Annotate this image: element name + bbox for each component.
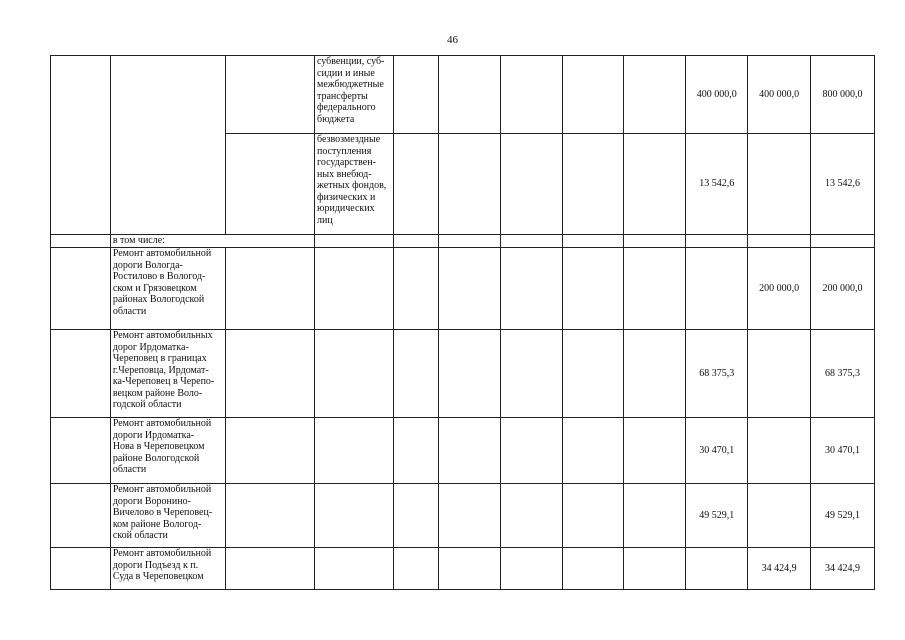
- cell-empty: [315, 248, 394, 330]
- cell-empty: [562, 548, 624, 590]
- value-1-cell: 30 470,1: [686, 418, 748, 484]
- cell-empty: [394, 330, 438, 418]
- cell-empty: [394, 235, 438, 248]
- cell-empty: [624, 248, 686, 330]
- cell-empty: [562, 330, 624, 418]
- cell-empty: [438, 56, 500, 134]
- cell-empty: [500, 56, 562, 134]
- cell-empty: [438, 484, 500, 548]
- cell-empty: [438, 235, 500, 248]
- cell-empty: [624, 330, 686, 418]
- value-2-cell: 34 424,9: [748, 548, 811, 590]
- cell-empty: [500, 330, 562, 418]
- table-row-including: [51, 235, 875, 248]
- cell-empty: [562, 418, 624, 484]
- cell-empty: [500, 248, 562, 330]
- cell-empty: [394, 418, 438, 484]
- item-name: Ремонт автомобильной дороги Вологда- Ростилово в Вологод- ском и Грязовецком районах Вологодской области: [110, 248, 226, 330]
- cell-empty: [438, 248, 500, 330]
- value-2-cell: 200 000,0: [748, 248, 811, 330]
- funding-source: субвенции, суб- сидии и иные межбюджетные трансферты федерального бюджета: [315, 56, 394, 134]
- total-cell: 49 529,1: [811, 484, 875, 548]
- value-1-cell: 49 529,1: [686, 484, 748, 548]
- value-1-cell: [686, 548, 748, 590]
- cell-empty: [438, 134, 500, 235]
- item-name: Ремонт автомобильной дороги Воронино- Вичелово в Череповец- ком районе Вологод- ской области: [110, 484, 226, 548]
- cell-empty: [624, 56, 686, 134]
- table-row: [51, 330, 875, 418]
- total-cell: 200 000,0: [811, 248, 875, 330]
- cell-empty: [562, 56, 624, 134]
- value-2-cell: 400 000,0: [748, 56, 811, 134]
- cell-empty: [51, 548, 111, 590]
- cell-empty: [500, 134, 562, 235]
- cell-empty: [315, 484, 394, 548]
- cell-empty: [226, 248, 315, 330]
- table-row: [51, 56, 875, 134]
- total-cell: 68 375,3: [811, 330, 875, 418]
- cell-empty: [562, 248, 624, 330]
- value-1-cell: 400 000,0: [686, 56, 748, 134]
- cell-empty: [51, 418, 111, 484]
- value-2-cell: [748, 418, 811, 484]
- cell-empty: [438, 330, 500, 418]
- table-row: [51, 418, 875, 484]
- table-row: [51, 548, 875, 590]
- total-cell: 13 542,6: [811, 134, 875, 235]
- cell-empty: [500, 548, 562, 590]
- cell-empty: [315, 418, 394, 484]
- cell-empty: [500, 484, 562, 548]
- cell-empty: [226, 484, 315, 548]
- value-1-cell: [686, 248, 748, 330]
- item-name: Ремонт автомобильных дорог Ирдоматка- Череповец в границах г.Череповца, Ирдомат- ка-Череповец в Черепо- вецком районе Воло- годской области: [110, 330, 226, 418]
- cell-empty: [394, 548, 438, 590]
- cell-empty: [562, 134, 624, 235]
- cell-empty: [562, 235, 624, 248]
- cell-empty: [226, 418, 315, 484]
- value-2-cell: [748, 330, 811, 418]
- cell-empty: [315, 235, 394, 248]
- cell-empty: [624, 235, 686, 248]
- cell-empty: [562, 484, 624, 548]
- cell-empty: [624, 548, 686, 590]
- cell-empty: [51, 484, 111, 548]
- cell-empty: [394, 248, 438, 330]
- cell-empty: [394, 484, 438, 548]
- cell-empty: [624, 134, 686, 235]
- total-cell: 30 470,1: [811, 418, 875, 484]
- cell-empty: [500, 418, 562, 484]
- cell-empty: [51, 330, 111, 418]
- item-name: Ремонт автомобильной дороги Подъезд к п. Суда в Череповецком: [110, 548, 226, 590]
- cell-empty: [315, 548, 394, 590]
- cell-empty: [438, 548, 500, 590]
- cell-empty: [226, 330, 315, 418]
- funding-source: безвозмездные поступления государствен- ных внебюд- жетных фондов, физических и юридических лиц: [315, 134, 394, 235]
- budget-table: [50, 55, 875, 590]
- total-cell: 34 424,9: [811, 548, 875, 590]
- cell-empty: [748, 235, 811, 248]
- value-2-cell: [748, 134, 811, 235]
- cell-empty: [624, 484, 686, 548]
- total-cell: 800 000,0: [811, 56, 875, 134]
- cell-empty: [394, 56, 438, 134]
- cell-empty: [686, 235, 748, 248]
- cell-empty: [226, 134, 315, 235]
- cell-empty: [624, 418, 686, 484]
- including-label: в том числе:: [110, 235, 226, 248]
- page-number: 46: [447, 34, 458, 46]
- cell-empty: [110, 56, 226, 235]
- cell-empty: [226, 56, 315, 134]
- value-1-cell: 13 542,6: [686, 134, 748, 235]
- cell-empty: [226, 235, 315, 248]
- cell-empty: [51, 235, 111, 248]
- cell-empty: [226, 548, 315, 590]
- cell-empty: [51, 248, 111, 330]
- cell-empty: [315, 330, 394, 418]
- cell-empty: [811, 235, 875, 248]
- table-row: [51, 248, 875, 330]
- value-1-cell: 68 375,3: [686, 330, 748, 418]
- cell-empty: [394, 134, 438, 235]
- item-name: Ремонт автомобильной дороги Ирдоматка- Нова в Череповецком районе Вологодской области: [110, 418, 226, 484]
- cell-empty: [51, 56, 111, 235]
- table-row: [51, 484, 875, 548]
- value-2-cell: [748, 484, 811, 548]
- cell-empty: [438, 418, 500, 484]
- cell-empty: [500, 235, 562, 248]
